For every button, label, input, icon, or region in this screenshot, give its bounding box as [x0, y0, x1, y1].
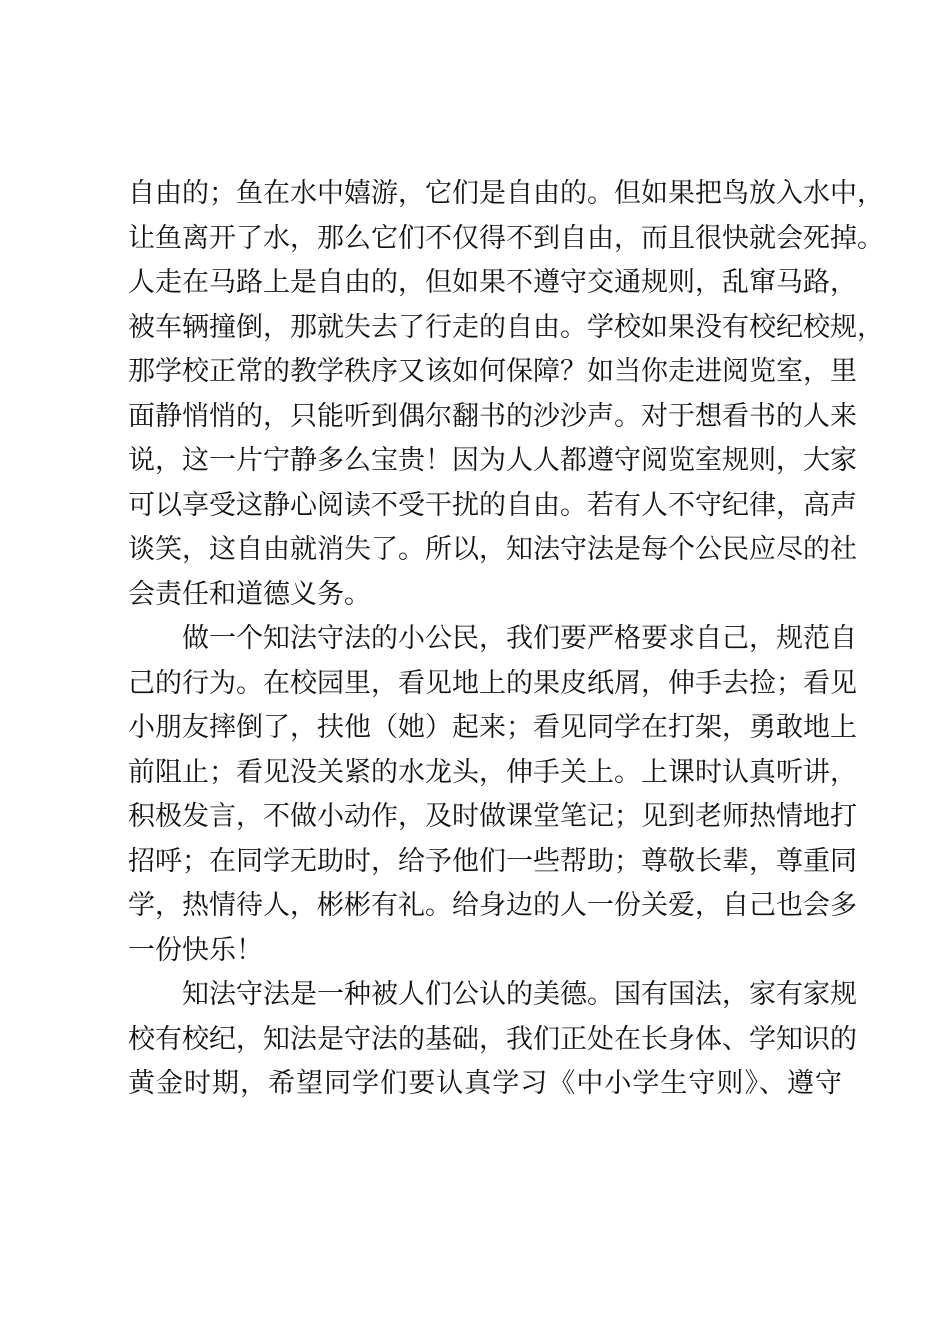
- text-line: 做一个知法守法的小公民，我们要严格要求自己，规范自: [128, 623, 857, 654]
- text-line: 被车辆撞倒，那就失去了行走的自由。学校如果没有校纪校规，: [128, 311, 884, 343]
- text-line: 前阻止；看见没关紧的水龙头，伸手关上。上课时认真听讲，: [128, 756, 857, 788]
- text-line: 校有校纪，知法是守法的基础，我们正处在长身体、学知识的: [128, 1023, 857, 1055]
- body-text: [128, 172, 884, 1107]
- text-line: 让鱼离开了水，那么它们不仅得不到自由，而且很快就会死掉。: [128, 222, 884, 254]
- text-line: 小朋友摔倒了，扶他（她）起来；看见同学在打架，勇敢地上: [128, 712, 857, 743]
- text-line: 会责任和道德义务。: [128, 578, 371, 610]
- text-line: 面静悄悄的，只能听到偶尔翻书的沙沙声。对于想看书的人来: [128, 400, 857, 432]
- text-line: 一份快乐！: [128, 934, 263, 966]
- text-line: 自由的；鱼在水中嬉游，它们是自由的。但如果把鸟放入水中，: [128, 178, 884, 209]
- text-line: 可以享受这静心阅读不受干扰的自由。若有人不守纪律，高声: [128, 489, 857, 521]
- text-line: 黄金时期，希望同学们要认真学习《中小学生守则》、遵守: [128, 1068, 842, 1099]
- text-line: 招呼；在同学无助时，给予他们一些帮助；尊敬长辈，尊重同: [128, 845, 857, 877]
- text-line: 知法守法是一种被人们公认的美德。国有国法，家有家规: [128, 979, 857, 1010]
- text-line: 学，热情待人，彬彬有礼。给身边的人一份关爱，自己也会多: [128, 890, 857, 921]
- text-line: 那学校正常的教学秩序又该如何保障？如当你走进阅览室，里: [128, 356, 857, 387]
- text-line: 己的行为。在校园里，看见地上的果皮纸屑，伸手去捡；看见: [128, 667, 857, 699]
- text-line: 说，这一片宁静多么宝贵！因为人人都遵守阅览室规则，大家: [128, 445, 857, 476]
- text-line: 谈笑，这自由就消失了。所以，知法守法是每个公民应尽的社: [128, 534, 857, 565]
- text-line: 积极发言，不做小动作，及时做课堂笔记；见到老师热情地打: [128, 801, 857, 832]
- text-line: 人走在马路上是自由的，但如果不遵守交通规则，乱窜马路，: [128, 267, 857, 298]
